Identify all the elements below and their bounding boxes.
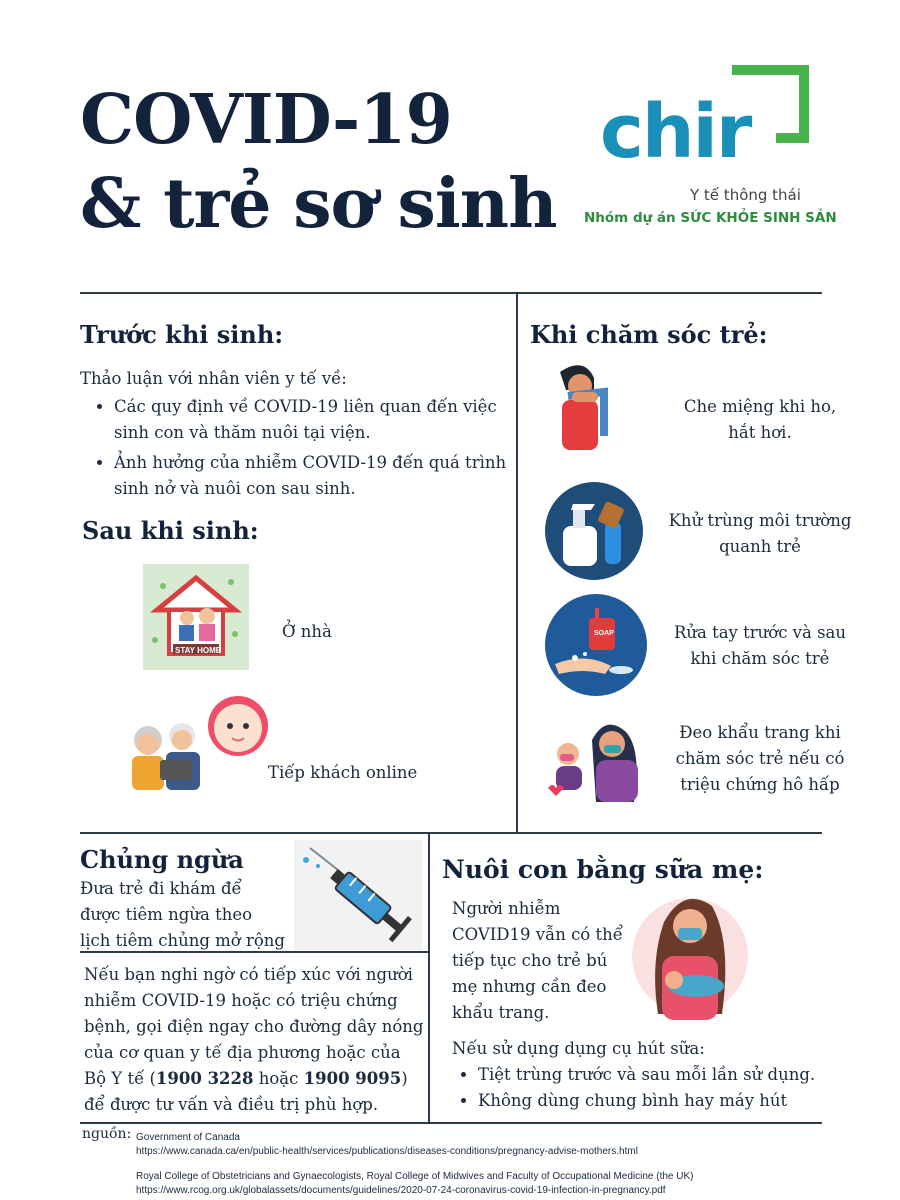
- title-line-2: & trẻ sơ sinh: [80, 164, 557, 244]
- spray-illustration: [545, 482, 643, 580]
- breastfeeding-text: Người nhiễm COVID19 vẫn có thể tiếp tục cho trẻ bú mẹ nhưng cần đeo khẩu trang.: [452, 899, 623, 1022]
- source-org: Royal College of Obstetricians and Gynaecologists, Royal College of Midwives and Faculty of Occupational Medicine (the UK): [136, 1171, 694, 1182]
- hotline-text-middle: hoặc: [253, 1069, 304, 1088]
- logo-tagline: Y tế thông thái: [690, 186, 801, 204]
- video-call-icon: [126, 694, 274, 794]
- sources-label: nguồn:: [82, 1126, 132, 1142]
- before-birth-intro: Thảo luận với nhân viên y tế về:: [80, 369, 347, 388]
- hotline-number-1[interactable]: 1900 3228: [155, 1069, 254, 1088]
- logo-group-prefix: Nhóm dự án: [584, 210, 681, 226]
- video-call-illustration: [126, 694, 274, 794]
- handwash-soap-icon: [545, 594, 647, 696]
- logo-group: [584, 210, 837, 226]
- pump-intro: Nếu sử dụng dụng cụ hút sữa:: [452, 1039, 705, 1058]
- source-org: Government of Canada: [136, 1132, 240, 1143]
- hotline-text-after: ) để được tư vấn và điều trị phù hợp.: [84, 1069, 408, 1114]
- hotline-text-before: Nếu bạn nghi ngờ có tiếp xúc với người nhiễm COVID-19 hoặc có triệu chứng bệnh, gọi điện ngay cho đường dây nóng của cơ quan y tế địa phương hoặc của Bộ Y tế (: [84, 965, 424, 1088]
- breastfeeding-heading: Nuôi con bằng sữa mẹ:: [442, 855, 764, 884]
- video-call-label: Tiếp khách online: [268, 763, 418, 782]
- logo-group-name: SỨC KHỎE SINH SẢN: [680, 210, 837, 226]
- divider-vertical-top: [516, 292, 518, 834]
- care-text-mask: Đeo khẩu trang khi chăm sóc trẻ nếu có triệu chứng hô hấp: [675, 723, 845, 794]
- stay-home-label: Ở nhà: [282, 622, 332, 641]
- before-birth-bullet: • Ảnh hưởng của nhiễm COVID-19 đến quá trình sinh nở và nuôi con sau sinh.: [114, 450, 510, 502]
- hotline-number-2[interactable]: 1900 9095: [303, 1069, 402, 1088]
- cough-elbow-icon: [550, 360, 614, 454]
- pump-bullet: • Tiệt trùng trước và sau mỗi lần sử dụng.: [478, 1062, 815, 1088]
- care-heading: Khi chăm sóc trẻ:: [530, 320, 768, 349]
- vaccination-text: Đưa trẻ đi khám để được tiêm ngừa theo lịch tiêm chủng mở rộng: [80, 879, 285, 950]
- cough-illustration: [550, 360, 614, 454]
- care-text-cough: Che miệng khi ho, hắt hơi.: [683, 397, 837, 442]
- care-text-disinfect: Khử trùng môi trường quanh trẻ: [668, 511, 852, 556]
- pump-list: [460, 1062, 815, 1114]
- stay-home-badge: STAY HOME: [175, 646, 222, 655]
- before-birth-heading: Trước khi sinh:: [80, 320, 284, 349]
- after-birth-heading: Sau khi sinh:: [82, 516, 259, 545]
- title-line-1: COVID-19: [80, 80, 452, 160]
- mother-mask-illustration: [546, 720, 646, 802]
- breastfeeding-illustration: [630, 882, 750, 1030]
- source-url[interactable]: https://www.canada.ca/en/public-health/services/publications/diseases-conditions/pregnancy-advise-mothers.html: [136, 1146, 638, 1157]
- chir-logo: [584, 62, 837, 237]
- care-text-handwash: Rửa tay trước và sau khi chăm sóc trẻ: [673, 623, 847, 668]
- disinfect-spray-icon: [545, 482, 643, 580]
- stay-home-icon: [143, 564, 249, 670]
- syringe-icon: [294, 840, 422, 950]
- before-birth-bullet: • Các quy định về COVID-19 liên quan đến việc sinh con và thăm nuôi tại viện.: [114, 394, 510, 446]
- breastfeeding-mother-icon: [630, 882, 750, 1030]
- source-1: [136, 1131, 836, 1159]
- source-url[interactable]: https://www.rcog.org.uk/globalassets/documents/guidelines/2020-07-24-coronavirus-covid-19-infection-in-pregnancy.pdf: [136, 1185, 666, 1196]
- source-2: [136, 1170, 836, 1198]
- mother-mask-icon: [546, 720, 646, 802]
- divider-bottom: [80, 1122, 822, 1124]
- syringe-illustration: [294, 840, 422, 950]
- soap-label: SOAP: [594, 630, 614, 637]
- before-birth-section: [80, 366, 510, 502]
- logo-wordmark: chir: [600, 89, 751, 175]
- handwash-illustration: [545, 594, 647, 696]
- pump-bullet: • Không dùng chung bình hay máy hút: [478, 1088, 815, 1114]
- vaccination-heading: Chủng ngừa: [80, 845, 244, 874]
- divider-top: [80, 292, 822, 294]
- divider-middle: [80, 832, 822, 834]
- divider-vertical-bottom: [428, 832, 430, 1124]
- hotline-text: [84, 962, 424, 1118]
